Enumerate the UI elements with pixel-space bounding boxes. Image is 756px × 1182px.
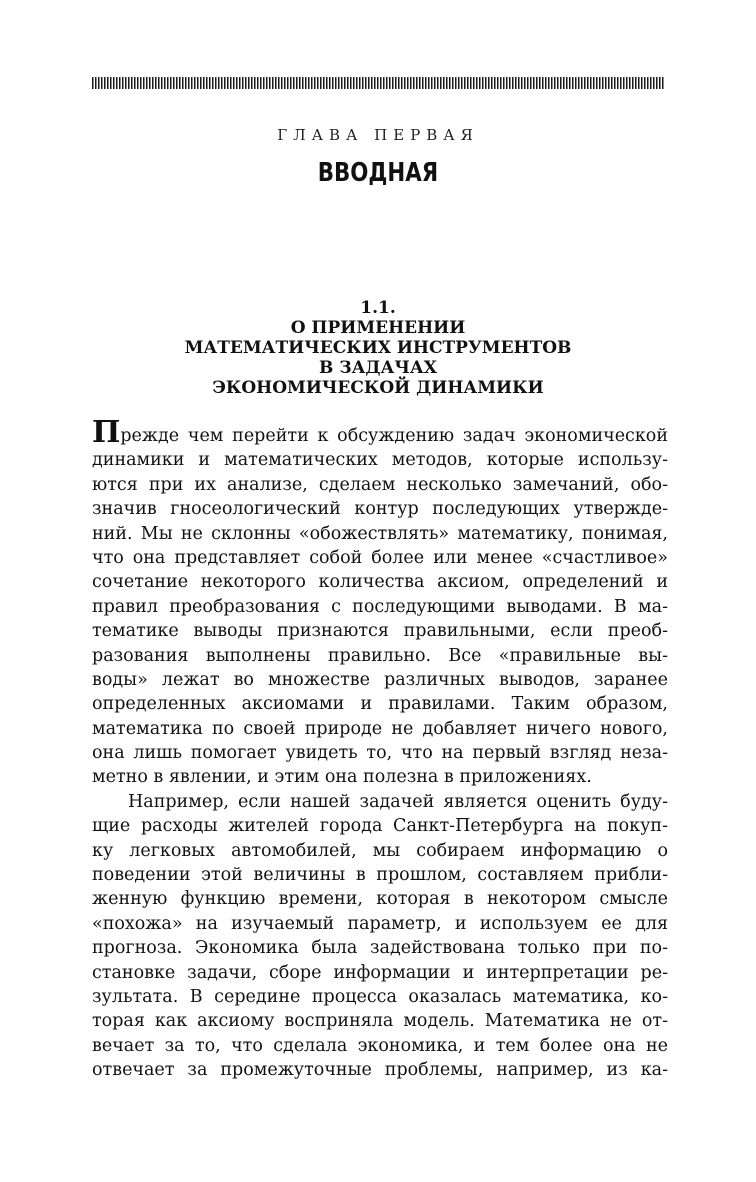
paragraph-2-line: вечает за то, что сделала экономика, и тем более она не xyxy=(92,1035,668,1056)
section-number: 1.1. xyxy=(360,298,396,318)
drop-cap: П xyxy=(92,415,121,450)
paragraph-1-line: ний. Мы не склонны «обожествлять» математику, понимая, xyxy=(92,523,668,544)
chapter-title: ВВОДНАЯ xyxy=(317,158,439,188)
paragraph-2-line: прогноза. Экономика была задействована только при по- xyxy=(92,938,668,959)
header-ornament-rule xyxy=(92,77,664,89)
paragraph-1-line: метно в явлении, и этим она полезна в приложениях. xyxy=(92,767,592,788)
paragraph-2-line: ку легковых автомобилей, мы собираем информацию о xyxy=(92,840,668,861)
paragraph-1-line: разования выполнены правильно. Все «правильные вы- xyxy=(92,645,668,666)
paragraph-1-line: тематике выводы признаются правильными, если преоб- xyxy=(92,621,668,642)
paragraph-2-line: Например, если нашей задачей является оценить буду- xyxy=(128,791,668,812)
paragraph-2-line: «похожа» на изучаемый параметр, и используем ее для xyxy=(92,913,668,934)
paragraph-1-line: значив гносеологический контур последующих утвержде- xyxy=(92,499,668,520)
paragraph-2-line: зультата. В середине процесса оказалась математика, ко- xyxy=(92,986,668,1007)
paragraph-2-line: поведении этой величины в прошлом, составляем прибли- xyxy=(92,865,668,886)
paragraph-1-first-line: режде чем перейти к обсуждению задач экономической xyxy=(120,426,668,446)
chapter-label: ГЛАВА ПЕРВАЯ xyxy=(277,126,479,144)
section-title-line: ЭКОНОМИЧЕСКОЙ ДИНАМИКИ xyxy=(212,378,544,398)
paragraph-2-line: щие расходы жителей города Санкт-Петербурга на покуп- xyxy=(92,816,668,837)
paragraph-1-line: правил преобразования с последующими выводами. В ма- xyxy=(92,596,668,617)
paragraph-1-line: математика по своей природе не добавляет ничего нового, xyxy=(92,718,668,739)
paragraph-1-line: воды» лежат во множестве различных выводов, заранее xyxy=(92,669,668,690)
paragraph-1-line: что она представляет собой более или менее «счастливое» xyxy=(92,547,668,568)
paragraph-1-line xyxy=(92,415,668,450)
section-title-line: О ПРИМЕНЕНИИ xyxy=(290,318,466,338)
paragraph-1-line: динамики и математических методов, которые использу- xyxy=(92,450,668,471)
section-title-line: В ЗАДАЧАХ xyxy=(319,358,437,378)
section-heading xyxy=(92,298,664,398)
paragraph-1-line: ются при их анализе, сделаем несколько замечаний, обо- xyxy=(92,474,668,495)
paragraph-2-line: торая как аксиому восприняла модель. Математика не от- xyxy=(92,1011,668,1032)
paragraph-1-line: сочетание некоторого количества аксиом, определений и xyxy=(92,572,668,593)
section-title-line: МАТЕМАТИЧЕСКИХ ИНСТРУМЕНТОВ xyxy=(184,338,572,358)
paragraph-2-line: женную функцию времени, которая в некотором смысле xyxy=(92,889,668,910)
paragraph-1-line: она лишь помогает увидеть то, что на первый взгляд неза- xyxy=(92,743,668,764)
paragraph-2-line: отвечает за промежуточные проблемы, например, из ка- xyxy=(92,1060,668,1081)
paragraph-1-line: определенных аксиомами и правилами. Таким образом, xyxy=(92,694,668,715)
body-text xyxy=(92,415,668,1083)
paragraph-2-line: становке задачи, сборе информации и интерпретации ре- xyxy=(92,962,668,983)
